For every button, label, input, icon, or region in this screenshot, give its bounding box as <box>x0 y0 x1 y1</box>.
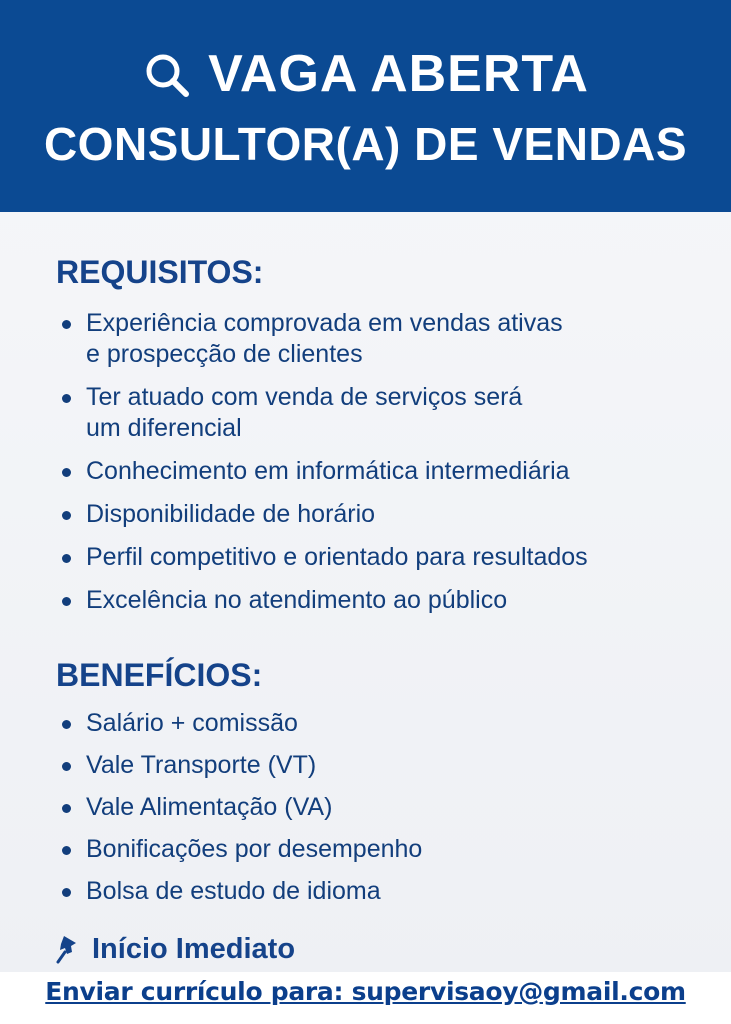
requirement-item <box>58 308 588 370</box>
requirement-line: Conhecimento em informática intermediária <box>86 457 570 485</box>
benefits-list <box>58 708 422 918</box>
requirement-item <box>58 585 588 616</box>
benefit-item: Vale Alimentação (VA) <box>58 792 422 823</box>
page-title: VAGA ABERTA <box>208 45 589 103</box>
requirement-item <box>58 382 588 444</box>
requirement-line: um diferencial <box>86 414 242 442</box>
header-banner <box>0 0 731 212</box>
pushpin-icon <box>56 934 80 964</box>
footer <box>0 972 731 1024</box>
title-row <box>0 44 731 104</box>
requirement-line: Ter atuado com venda de serviços será <box>86 383 523 411</box>
search-icon <box>142 50 194 102</box>
benefit-item: Bolsa de estudo de idioma <box>58 876 422 907</box>
requirements-list <box>58 308 588 628</box>
start-label: Início Imediato <box>92 933 296 965</box>
requirement-item <box>58 542 588 573</box>
requirement-line: Disponibilidade de horário <box>86 500 376 528</box>
requirement-line: Excelência no atendimento ao público <box>86 586 508 614</box>
start-row <box>56 931 295 967</box>
requirement-item <box>58 499 588 530</box>
requirement-line: e prospecção de clientes <box>86 340 363 368</box>
requirement-item <box>58 456 588 487</box>
benefits-heading: BENEFÍCIOS: <box>56 657 263 693</box>
email-link[interactable]: Enviar currículo para: supervisaoy@gmail.com <box>45 977 686 1006</box>
requirements-heading: REQUISITOS: <box>56 254 264 290</box>
benefit-item: Bonificações por desempenho <box>58 834 422 865</box>
benefit-item: Vale Transporte (VT) <box>58 750 422 781</box>
job-subtitle: CONSULTOR(A) DE VENDAS <box>43 118 688 170</box>
benefit-item: Salário + comissão <box>58 708 422 739</box>
requirement-line: Perfil competitivo e orientado para resultados <box>86 543 588 571</box>
requirement-line: Experiência comprovada em vendas ativas <box>86 309 563 337</box>
